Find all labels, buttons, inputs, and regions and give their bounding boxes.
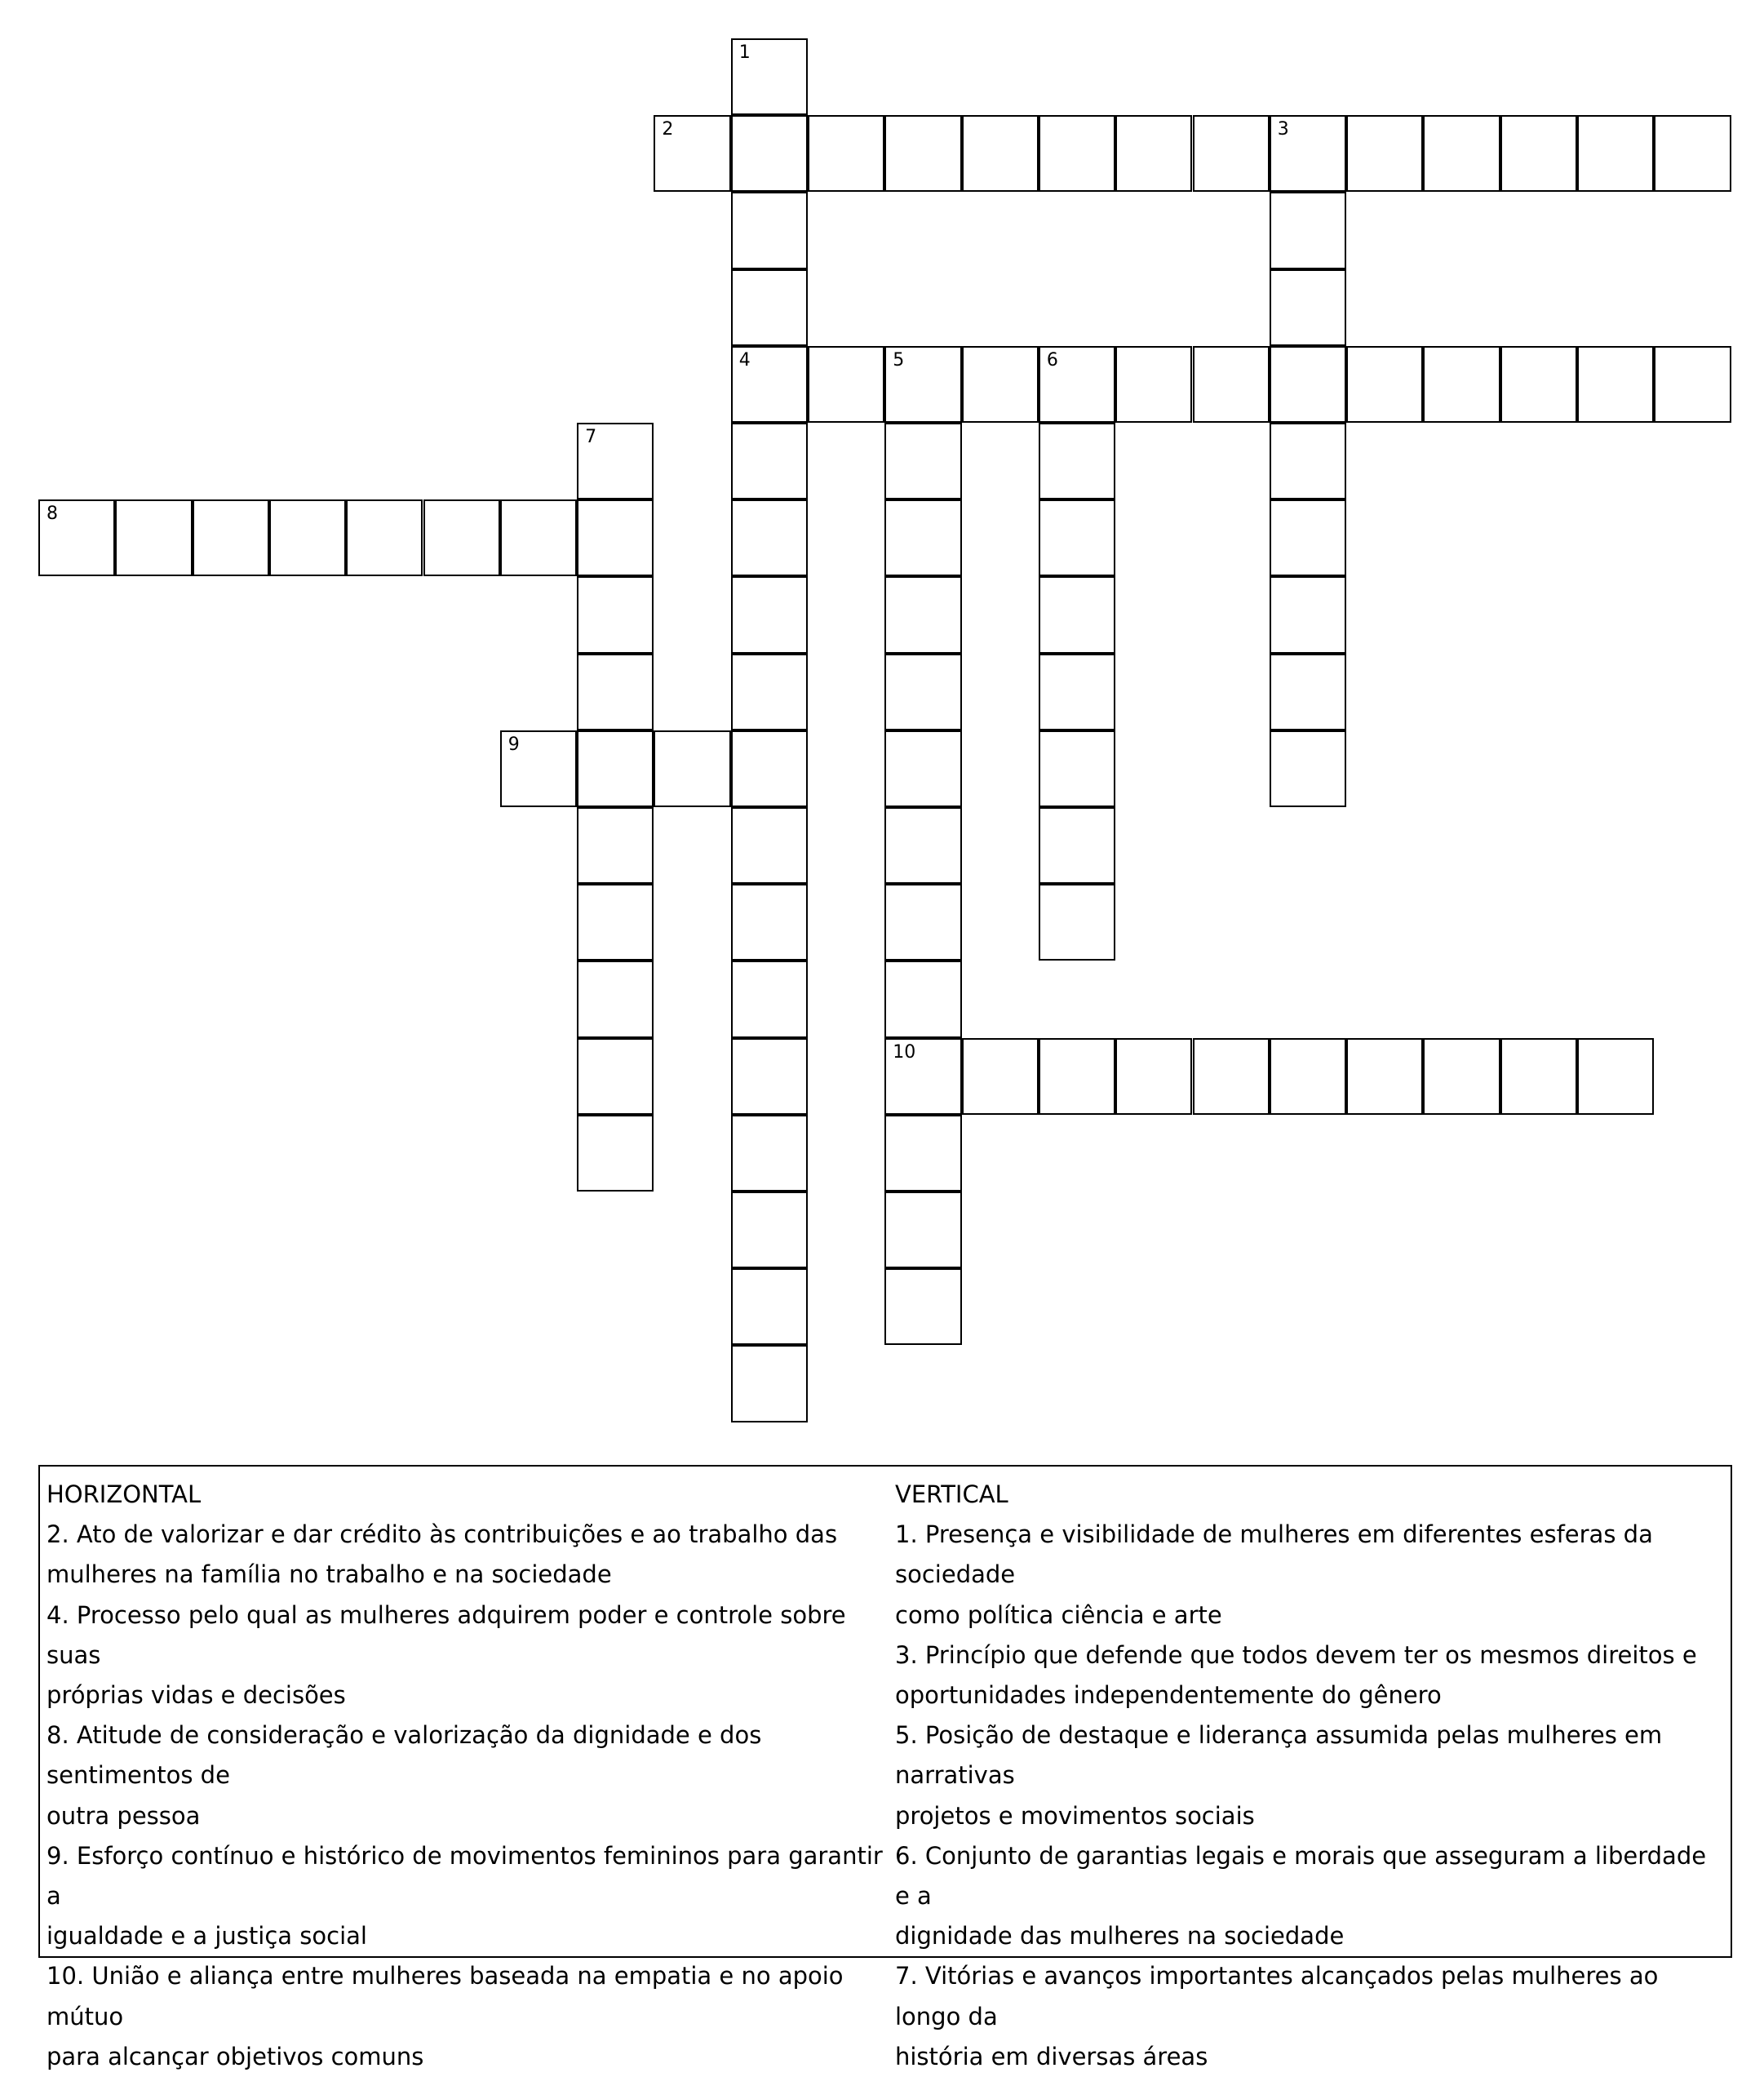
- grid-cell[interactable]: [1039, 807, 1115, 884]
- horizontal-clue-line: mulheres na família no trabalho e na sociedade: [47, 1560, 612, 1589]
- grid-cell[interactable]: [577, 730, 654, 807]
- grid-cell[interactable]: [884, 115, 961, 192]
- grid-cell[interactable]: [731, 576, 808, 653]
- grid-cell[interactable]: [1039, 884, 1115, 961]
- grid-cell[interactable]: [1423, 1038, 1500, 1115]
- grid-cell[interactable]: [500, 499, 577, 576]
- grid-cell[interactable]: [577, 807, 654, 884]
- grid-cell[interactable]: [1115, 115, 1192, 192]
- grid-cell[interactable]: [1039, 730, 1115, 807]
- grid-cell[interactable]: [115, 499, 192, 576]
- grid-cell[interactable]: [731, 423, 808, 499]
- grid-cell[interactable]: [884, 499, 961, 576]
- vertical-clue-line: dignidade das mulheres na sociedade: [895, 1922, 1345, 1951]
- grid-cell[interactable]: [884, 346, 961, 423]
- horizontal-clue-line: 10. União e aliança entre mulheres baseada na empatia e no apoio mútuo: [47, 1962, 844, 2030]
- grid-cell[interactable]: [1039, 346, 1115, 423]
- grid-cell[interactable]: [1346, 1038, 1423, 1115]
- grid-cell[interactable]: [884, 807, 961, 884]
- grid-cell[interactable]: [884, 1268, 961, 1345]
- grid-cell[interactable]: [731, 1192, 808, 1268]
- grid-cell[interactable]: [731, 1268, 808, 1345]
- grid-cell[interactable]: [884, 1038, 961, 1115]
- vertical-clue-line: 7. Vitórias e avanços importantes alcançados pelas mulheres ao longo da: [895, 1962, 1659, 2030]
- grid-cell[interactable]: [1654, 115, 1731, 192]
- grid-cell[interactable]: [1270, 654, 1346, 730]
- grid-cell[interactable]: [577, 884, 654, 961]
- grid-cell[interactable]: [577, 1038, 654, 1115]
- horizontal-heading: HORIZONTAL: [47, 1480, 202, 1508]
- grid-cell[interactable]: [1115, 346, 1192, 423]
- clue-number: 8: [47, 504, 58, 525]
- grid-cell[interactable]: [731, 38, 808, 115]
- clue-number: 10: [893, 1041, 916, 1063]
- grid-cell[interactable]: [884, 1115, 961, 1192]
- horizontal-clue-line: 2. Ato de valorizar e dar crédito às contribuições e ao trabalho das: [47, 1520, 838, 1549]
- horizontal-clue-line: para alcançar objetivos comuns: [47, 2042, 424, 2070]
- grid-cell[interactable]: [1039, 1038, 1115, 1115]
- grid-cell[interactable]: [1500, 346, 1577, 423]
- grid-cell[interactable]: [808, 115, 884, 192]
- grid-cell[interactable]: [1039, 115, 1115, 192]
- grid-cell[interactable]: [346, 499, 423, 576]
- vertical-clue-line: 6. Conjunto de garantias legais e morais que asseguram a liberdade e a: [895, 1841, 1707, 1911]
- grid-cell[interactable]: [1500, 1038, 1577, 1115]
- grid-cell[interactable]: [1039, 576, 1115, 653]
- vertical-clue-line: 3. Princípio que defende que todos devem ter os mesmos direitos e: [895, 1640, 1697, 1669]
- grid-cell[interactable]: [423, 499, 500, 576]
- grid-cell[interactable]: [577, 576, 654, 653]
- clue-number: 3: [1277, 119, 1289, 140]
- grid-cell[interactable]: [884, 576, 961, 653]
- grid-cell[interactable]: [731, 1038, 808, 1115]
- grid-cell[interactable]: [1423, 115, 1500, 192]
- vertical-clue-line: como política ciência e arte: [895, 1600, 1222, 1629]
- grid-cell[interactable]: [1270, 423, 1346, 499]
- grid-cell[interactable]: [1346, 115, 1423, 192]
- horizontal-clue-line: 9. Esforço contínuo e histórico de movimentos femininos para garantir a: [47, 1841, 883, 1911]
- grid-cell[interactable]: [731, 499, 808, 576]
- grid-cell[interactable]: [731, 730, 808, 807]
- grid-cell[interactable]: [38, 499, 115, 576]
- grid-cell[interactable]: [962, 346, 1039, 423]
- clue-number: 7: [585, 427, 597, 447]
- horizontal-clue-line: igualdade e a justiça social: [47, 1922, 367, 1951]
- grid-cell[interactable]: [1039, 423, 1115, 499]
- grid-cell[interactable]: [1500, 115, 1577, 192]
- grid-cell[interactable]: [1270, 1038, 1346, 1115]
- clue-number: 5: [893, 349, 905, 371]
- grid-cell[interactable]: [1423, 346, 1500, 423]
- grid-cell[interactable]: [1270, 576, 1346, 653]
- grid-cell[interactable]: [1270, 730, 1346, 807]
- grid-cell[interactable]: [731, 961, 808, 1037]
- grid-cell[interactable]: [1193, 115, 1270, 192]
- grid-cell[interactable]: [1270, 192, 1346, 269]
- grid-cell[interactable]: [654, 730, 730, 807]
- vertical-clue-line: oportunidades independentemente do gênero: [895, 1681, 1442, 1710]
- grid-cell[interactable]: [1270, 269, 1346, 346]
- grid-cell[interactable]: [1115, 1038, 1192, 1115]
- grid-cell[interactable]: [884, 730, 961, 807]
- grid-cell[interactable]: [731, 269, 808, 346]
- clue-number: 1: [738, 42, 751, 63]
- grid-cell[interactable]: [1577, 1038, 1654, 1115]
- grid-cell[interactable]: [962, 1038, 1039, 1115]
- grid-cell[interactable]: [654, 115, 730, 192]
- grid-cell[interactable]: [1270, 115, 1346, 192]
- grid-cell[interactable]: [731, 884, 808, 961]
- grid-cell[interactable]: [269, 499, 346, 576]
- grid-cell[interactable]: [884, 961, 961, 1037]
- grid-cell[interactable]: [731, 1115, 808, 1192]
- grid-cell[interactable]: [731, 1345, 808, 1422]
- grid-cell[interactable]: [577, 499, 654, 576]
- grid-cell[interactable]: [577, 654, 654, 730]
- grid-cell[interactable]: [884, 654, 961, 730]
- grid-cell[interactable]: [1654, 346, 1731, 423]
- grid-cell[interactable]: [577, 423, 654, 499]
- vertical-clue-line: 5. Posição de destaque e liderança assumida pelas mulheres em narrativas: [895, 1721, 1663, 1790]
- clue-number: 9: [507, 734, 520, 755]
- grid-cell[interactable]: [731, 807, 808, 884]
- grid-cell[interactable]: [193, 499, 269, 576]
- vertical-clue-line: 1. Presença e visibilidade de mulheres em diferentes esferas da sociedade: [895, 1520, 1653, 1589]
- grid-cell[interactable]: [731, 346, 808, 423]
- clue-number: 2: [662, 119, 674, 140]
- grid-cell[interactable]: [884, 1192, 961, 1268]
- grid-cell[interactable]: [1193, 346, 1270, 423]
- clue-number: 6: [1046, 349, 1058, 371]
- grid-cell[interactable]: [962, 115, 1039, 192]
- horizontal-clue-line: outra pessoa: [47, 1801, 201, 1830]
- grid-cell[interactable]: [500, 730, 577, 807]
- vertical-clue-line: projetos e movimentos sociais: [895, 1801, 1255, 1830]
- vertical-clue-line: história em diversas áreas: [895, 2042, 1208, 2070]
- grid-cell[interactable]: [577, 1115, 654, 1192]
- grid-cell[interactable]: [884, 423, 961, 499]
- grid-cell[interactable]: [884, 884, 961, 961]
- horizontal-clue-line: próprias vidas e decisões: [47, 1681, 346, 1710]
- grid-cell[interactable]: [1039, 499, 1115, 576]
- grid-cell[interactable]: [1270, 346, 1346, 423]
- clue-number: 4: [738, 349, 751, 371]
- vertical-heading: VERTICAL: [895, 1480, 1008, 1508]
- grid-cell[interactable]: [1270, 499, 1346, 576]
- vertical-clues: [895, 1475, 1719, 2077]
- clues-box: [38, 1465, 1732, 2070]
- horizontal-clues: [47, 1475, 887, 2077]
- grid-cell[interactable]: [577, 961, 654, 1037]
- grid-cell[interactable]: [731, 115, 808, 192]
- grid-cell[interactable]: [1577, 346, 1654, 423]
- horizontal-clue-line: 4. Processo pelo qual as mulheres adquirem poder e controle sobre suas: [47, 1600, 846, 1669]
- grid-cell[interactable]: [1193, 1038, 1270, 1115]
- grid-cell[interactable]: [808, 346, 884, 423]
- grid-cell[interactable]: [1346, 346, 1423, 423]
- grid-cell[interactable]: [1577, 115, 1654, 192]
- grid-cell[interactable]: [731, 192, 808, 269]
- grid-cell[interactable]: [731, 654, 808, 730]
- grid-cell[interactable]: [1039, 654, 1115, 730]
- horizontal-clue-line: 8. Atitude de consideração e valorização da dignidade e dos sentimentos de: [47, 1721, 762, 1790]
